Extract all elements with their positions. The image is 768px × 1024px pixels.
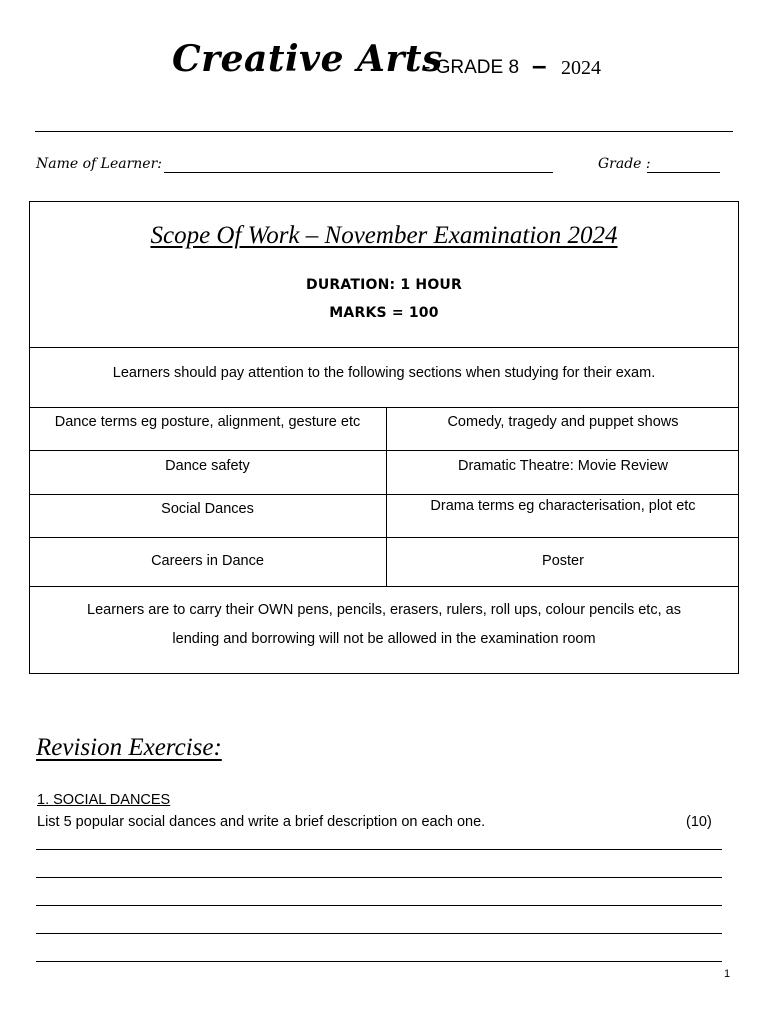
topic-cell: Dance terms eg posture, alignment, gesture etc	[54, 414, 361, 430]
grade-label: - GRADE 8	[424, 57, 520, 78]
question-marks: (10)	[686, 814, 712, 830]
table-divider	[29, 347, 739, 348]
scope-intro: Learners should pay attention to the following sections when studying for their exam.	[112, 365, 656, 381]
topic-cell: Dance safety	[165, 458, 250, 474]
answer-line[interactable]	[36, 849, 722, 850]
year-label: 2024	[561, 57, 601, 79]
learner-grade-label: Grade :	[598, 156, 651, 172]
topic-cell: Poster	[542, 553, 584, 569]
answer-line[interactable]	[36, 877, 722, 878]
answer-line[interactable]	[36, 961, 722, 962]
answer-line[interactable]	[36, 905, 722, 906]
topic-cell: Comedy, tragedy and puppet shows	[447, 414, 679, 430]
table-divider	[29, 407, 739, 408]
table-divider	[29, 586, 739, 587]
learner-name-field[interactable]	[164, 172, 553, 173]
header-divider	[35, 131, 733, 132]
page-number: 1	[724, 968, 731, 980]
document-title: Creative Arts	[172, 38, 443, 80]
table-divider	[29, 537, 739, 538]
topic-cell: Dramatic Theatre: Movie Review	[457, 458, 669, 474]
revision-heading: Revision Exercise:	[36, 734, 222, 761]
table-divider	[29, 494, 739, 495]
table-divider	[29, 450, 739, 451]
exam-note: lending and borrowing will not be allowed in the examination room	[172, 631, 596, 647]
scope-title: Scope Of Work – November Examination 2024	[150, 222, 618, 249]
duration-text: DURATION: 1 HOUR	[306, 277, 462, 293]
question-text: List 5 popular social dances and write a brief description on each one.	[37, 814, 486, 830]
learner-name-label: Name of Learner:	[36, 156, 162, 172]
topic-cell: Careers in Dance	[151, 553, 264, 569]
title-dash: –	[532, 50, 547, 80]
exam-note: Learners are to carry their OWN pens, pencils, erasers, rulers, roll ups, colour pencils etc, as	[87, 602, 681, 618]
topic-cell: Social Dances	[161, 501, 254, 517]
learner-grade-field[interactable]	[647, 172, 720, 173]
answer-line[interactable]	[36, 933, 722, 934]
marks-text: MARKS = 100	[329, 305, 439, 321]
question-heading: 1. SOCIAL DANCES	[37, 792, 171, 808]
topic-cell: Drama terms eg characterisation, plot etc	[430, 498, 696, 514]
